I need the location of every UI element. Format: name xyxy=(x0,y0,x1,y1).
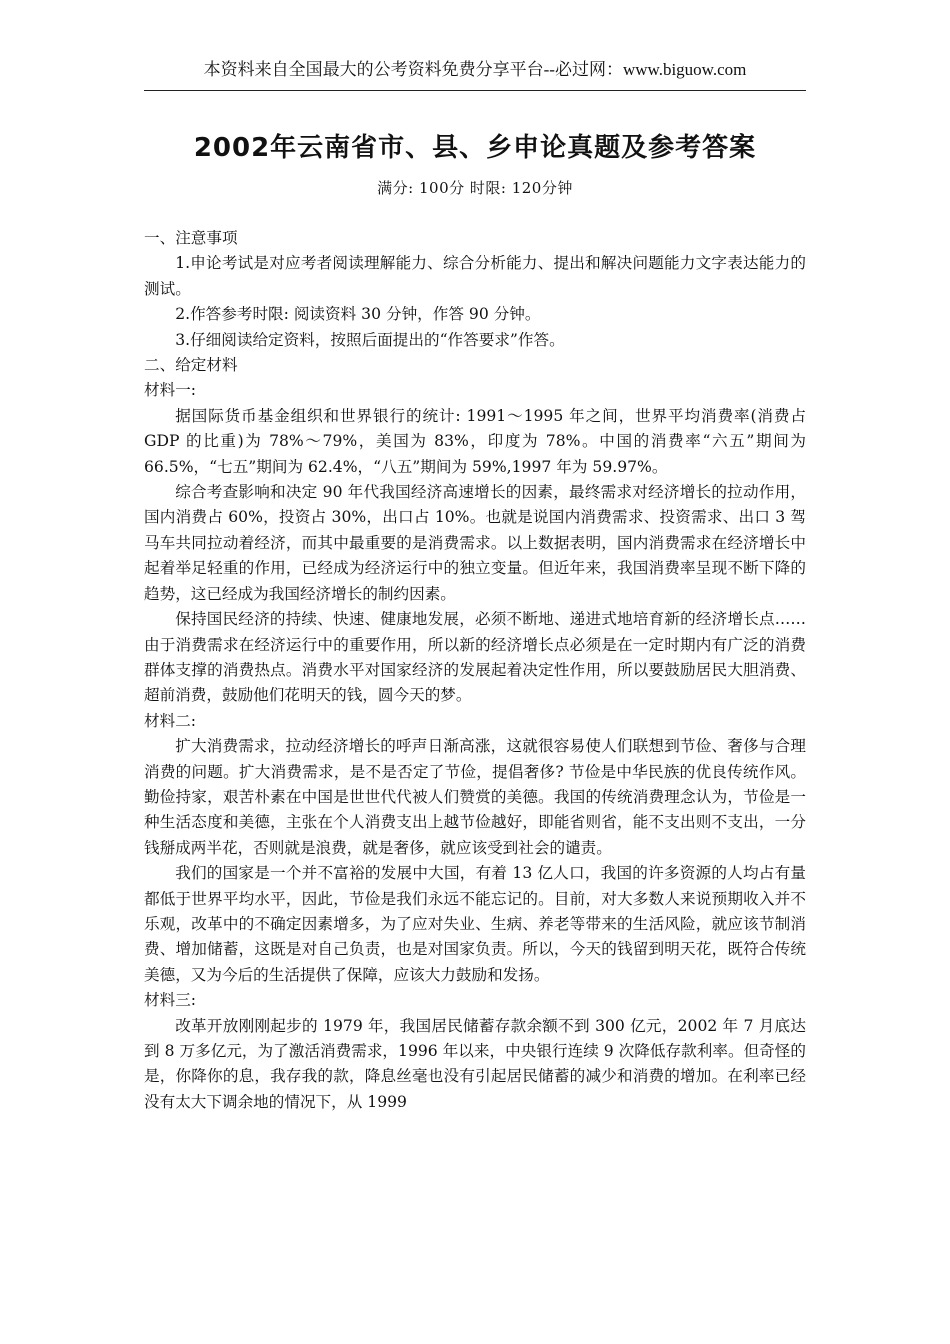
material-label: 材料二: xyxy=(144,711,197,730)
paragraph: 综合考查影响和决定 90 年代我国经济高速增长的因素，最终需求对经济增长的拉动作用，国内消费占 60%，投资占 30%，出口占 10%。也就是说国内消费需求、投资需求、出口 3 驾马车共同拉动着经济，而其中最重要的是消费需求。以上数据表明，国内消费需求在经济增长中起着举足轻重的作用，已经成为经济运行中的独立变量。但近年来，我国消费率呈现不断下降的趋势，这已经成为我国经济增长的制约因素。 xyxy=(144,483,806,603)
material-label: 材料三: xyxy=(144,991,197,1010)
page-title: 2002年云南省市、县、乡申论真题及参考答案 xyxy=(193,133,757,163)
notice-item: 2.作答参考时限: 阅读资料 30 分钟，作答 90 分钟。 xyxy=(175,305,541,324)
notice-item: 1.申论考试是对应考者阅读理解能力、综合分析能力、提出和解决问题能力文字表达能力的测试。 xyxy=(144,254,806,298)
exam-meta: 满分: 100分 时限: 120分钟 xyxy=(377,179,573,197)
paragraph: 保持国民经济的持续、快速、健康地发展，必须不断地、递进式地培育新的经济增长点……由于消费需求在经济运行中的重要作用，所以新的经济增长点必须是在一定时期内有广泛的消费群体支撑的消费热点。消费水平对国家经济的发展起着决定性作用，所以要鼓励居民大胆消费、超前消费，鼓励他们花明天的钱，圆今天的梦。 xyxy=(144,610,806,705)
notice-item: 3.仔细阅读给定资料，按照后面提出的“作答要求”作答。 xyxy=(175,330,565,349)
header-divider xyxy=(144,90,806,91)
document-body xyxy=(144,226,806,1115)
section-heading: 一、注意事项 xyxy=(144,229,238,247)
material-label: 材料一: xyxy=(144,381,197,400)
source-header: 本资料来自全国最大的公考资料免费分享平台--必过网：www.biguow.com xyxy=(203,60,747,79)
paragraph: 扩大消费需求，拉动经济增长的呼声日渐高涨，这就很容易使人们联想到节俭、奢侈与合理消费的问题。扩大消费需求，是不是否定了节俭，提倡奢侈? 节俭是中华民族的优良传统作风。勤俭持家，艰苦朴素在中国是世世代代被人们赞赏的美德。我国的传统消费理念认为，节俭是一种生活态度和美德，主张在个人消费支出上越节俭越好，即能省则省，能不支出则不支出，一分钱掰成两半花，否则就是浪费，就是奢侈，就应该受到社会的谴责。 xyxy=(144,737,806,857)
paragraph: 改革开放刚刚起步的 1979 年，我国居民储蓄存款余额不到 300 亿元，2002 年 7 月底达到 8 万多亿元，为了激活消费需求，1996 年以来，中央银行连续 9 次降低存款利率。但奇怪的是，你降你的息，我存我的款，降息丝毫也没有引起居民储蓄的减少和消费的增加。在利率已经没有太大下调余地的情况下，从 1999 xyxy=(144,1016,806,1111)
paragraph: 据国际货币基金组织和世界银行的统计: 1991～1995 年之间，世界平均消费率(消费占 GDP 的比重)为 78%～79%，美国为 83%，印度为 78%。中国的消费率“六五”期间为 66.5%，“七五”期间为 62.4%，“八五”期间为 59%,1997 年为 59.97%。 xyxy=(144,406,806,476)
paragraph: 我们的国家是一个并不富裕的发展中大国，有着 13 亿人口，我国的许多资源的人均占有量都低于世界平均水平，因此，节俭是我们永远不能忘记的。目前，对大多数人来说预期收入并不乐观，改革中的不确定因素增多，为了应对失业、生病、养老等带来的生活风险，就应该节制消费、增加储蓄，这既是对自己负责，也是对国家负责。所以，今天的钱留到明天花，既符合传统美德，又为今后的生活提供了保障，应该大力鼓励和发扬。 xyxy=(144,864,806,984)
section-heading: 二、给定材料 xyxy=(144,356,238,375)
